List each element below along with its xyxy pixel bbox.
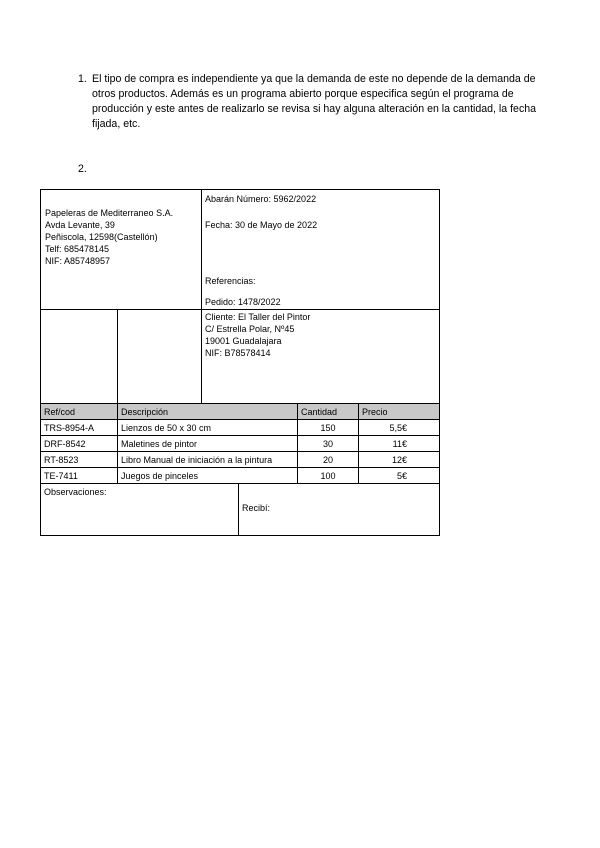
table-row-3-price	[358, 451, 440, 468]
table-row-4-price	[358, 467, 440, 484]
empty-cell-left	[40, 309, 118, 404]
references-label: Referencias:	[205, 276, 256, 286]
row-price: 11€	[392, 439, 407, 449]
document-info-box	[201, 189, 440, 310]
client-nif: NIF: B78578414	[205, 348, 271, 358]
supplier-name: Papeleras de Mediterraneo S.A.	[45, 208, 174, 218]
client-address: C/ Estrella Polar, Nº45	[205, 324, 295, 334]
table-row-1-ref	[40, 419, 118, 436]
row-desc: Juegos de pinceles	[121, 471, 199, 481]
client-name: Cliente: El Taller del Pintor	[205, 312, 311, 322]
row-price: 5€	[396, 471, 407, 481]
received-label: Recibí:	[242, 503, 271, 513]
table-row-2-qty	[297, 435, 359, 452]
table-row-3-desc	[117, 451, 298, 468]
client-box	[201, 309, 440, 404]
table-row-3-ref	[40, 451, 118, 468]
table-row-2-desc	[117, 435, 298, 452]
header-price	[358, 403, 440, 420]
table-row-1-qty	[297, 419, 359, 436]
header-price-label: Precio	[362, 407, 388, 417]
table-row-2-price	[358, 435, 440, 452]
empty-cell-middle	[117, 309, 202, 404]
supplier-address: Avda Levante, 39	[45, 220, 115, 230]
item-1-number: 1.	[78, 73, 87, 85]
row-ref: RT-8523	[44, 455, 79, 465]
table-row-3-qty	[297, 451, 359, 468]
table-row-1-desc	[117, 419, 298, 436]
table-row-1-price	[358, 419, 440, 436]
row-qty: 20	[322, 455, 333, 465]
supplier-nif: NIF: A85748957	[45, 256, 111, 266]
row-qty: 100	[320, 471, 336, 481]
order-number: Pedido: 1478/2022	[205, 297, 281, 307]
row-price: 12€	[391, 455, 407, 465]
supplier-phone: Telf: 685478145	[45, 244, 110, 254]
item-1-text: El tipo de compra es independiente ya que la demanda de este no depende de la demanda de otros productos. Además es un programa abierto porque especifica según el programa de producción y este antes de realizarlo se revisa si hay alguna alteración en la cantidad, la fecha fijada, etc.	[92, 73, 537, 130]
table-row-4-desc	[117, 467, 298, 484]
row-desc: Libro Manual de iniciación a la pintura	[121, 455, 273, 465]
table-row-4-qty	[297, 467, 359, 484]
row-qty: 150	[320, 423, 336, 433]
row-price: 5,5€	[389, 423, 407, 433]
row-ref: TE-7411	[44, 471, 78, 481]
item-2-number: 2.	[78, 163, 87, 175]
header-ref	[40, 403, 118, 420]
header-qty	[297, 403, 359, 420]
header-qty-label: Cantidad	[301, 407, 338, 417]
row-desc: Maletines de pintor	[121, 439, 198, 449]
header-ref-label: Ref/cod	[44, 407, 76, 417]
supplier-city: Peñiscola, 12598(Castellón)	[45, 232, 158, 242]
row-desc: Lienzos de 50 x 30 cm	[121, 423, 212, 433]
table-row-4-ref	[40, 467, 118, 484]
row-ref: DRF-8542	[44, 439, 86, 449]
table-row-2-ref	[40, 435, 118, 452]
observations-label: Observaciones:	[44, 487, 107, 497]
row-ref: TRS-8954-A	[44, 423, 95, 433]
albaran-number: Abarán Número: 5962/2022	[205, 194, 317, 204]
header-desc	[117, 403, 298, 420]
header-desc-label: Descripción	[121, 407, 169, 417]
received-box	[238, 483, 440, 536]
row-qty: 30	[322, 439, 333, 449]
supplier-box	[40, 189, 202, 310]
delivery-note	[40, 189, 440, 536]
albaran-date: Fecha: 30 de Mayo de 2022	[205, 220, 318, 230]
client-city: 19001 Guadalajara	[205, 336, 282, 346]
observations-box	[40, 483, 239, 536]
